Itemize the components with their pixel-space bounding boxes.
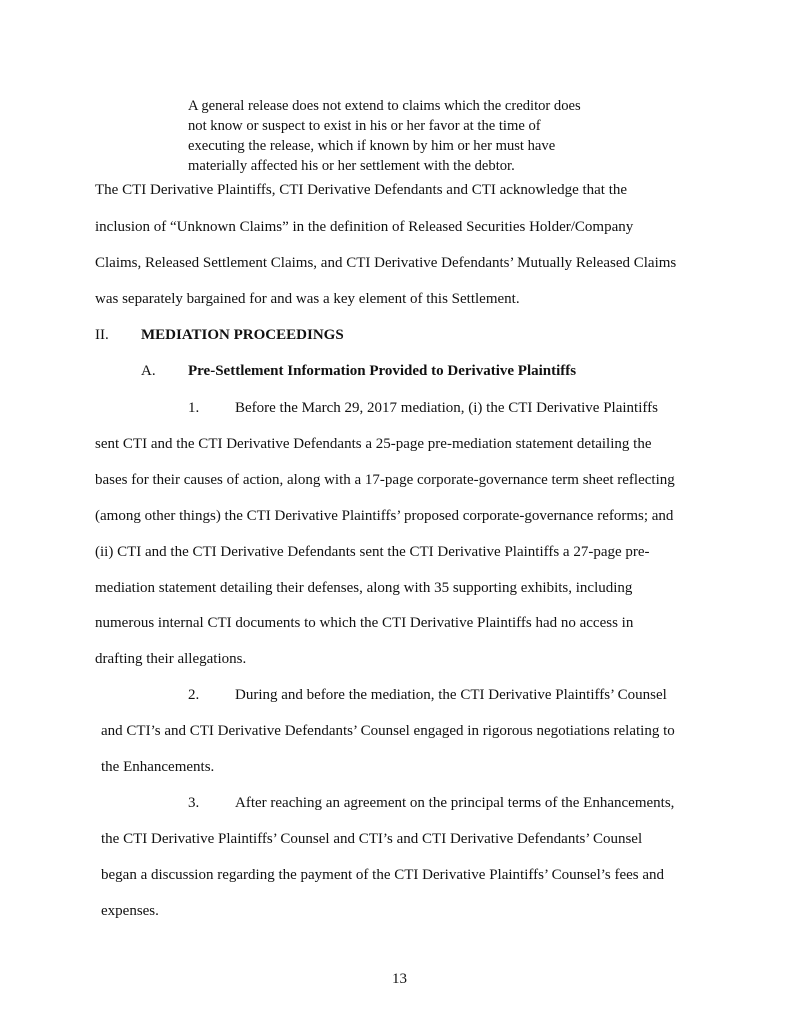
paragraph-line: expenses. [101,903,159,919]
section-number: II. [95,327,109,343]
block-quote-line: materially affected his or her settlement with the debtor. [188,158,515,174]
paragraph-line: After reaching an agreement on the principal terms of the Enhancements, [235,795,675,811]
paragraph-line: (among other things) the CTI Derivative Plaintiffs’ proposed corporate-governance reforms; and [95,508,674,524]
block-quote-line: not know or suspect to exist in his or her favor at the time of [188,118,541,134]
paragraph-line: inclusion of “Unknown Claims” in the definition of Released Securities Holder/Company [95,219,634,235]
paragraph-line: sent CTI and the CTI Derivative Defendants a 25-page pre-mediation statement detailing the [95,436,652,452]
paragraph-line: drafting their allegations. [95,651,247,667]
paragraph-line: numerous internal CTI documents to which the CTI Derivative Plaintiffs had no access in [95,615,634,631]
subsection-title: Pre-Settlement Information Provided to Derivative Plaintiffs [188,363,577,379]
paragraph-number: 2. [188,687,200,703]
paragraph-line: the CTI Derivative Plaintiffs’ Counsel and CTI’s and CTI Derivative Defendants’ Counsel [101,831,643,847]
block-quote-line: A general release does not extend to claims which the creditor does [188,98,581,114]
subsection-letter: A. [141,363,156,379]
paragraph-line: (ii) CTI and the CTI Derivative Defendants sent the CTI Derivative Plaintiffs a 27-page pre- [95,544,650,560]
paragraph-number: 3. [188,795,200,811]
paragraph-line: the Enhancements. [101,759,215,775]
paragraph-line: was separately bargained for and was a key element of this Settlement. [95,291,520,307]
paragraph-line: began a discussion regarding the payment of the CTI Derivative Plaintiffs’ Counsel’s fees and [101,867,665,883]
paragraph-line: and CTI’s and CTI Derivative Defendants’ Counsel engaged in rigorous negotiations relating to [101,723,675,739]
paragraph-line: mediation statement detailing their defenses, along with 35 supporting exhibits, including [95,580,633,596]
paragraph-line: During and before the mediation, the CTI Derivative Plaintiffs’ Counsel [235,687,667,703]
paragraph-line: The CTI Derivative Plaintiffs, CTI Derivative Defendants and CTI acknowledge that the [95,182,628,198]
section-title: MEDIATION PROCEEDINGS [141,327,344,343]
paragraph-line: Before the March 29, 2017 mediation, (i) the CTI Derivative Plaintiffs [235,400,658,416]
block-quote-line: executing the release, which if known by him or her must have [188,138,556,154]
paragraph-line: bases for their causes of action, along with a 17-page corporate-governance term sheet reflecting [95,472,675,488]
block-quote [188,96,628,176]
paragraph-line: Claims, Released Settlement Claims, and CTI Derivative Defendants’ Mutually Released Claims [95,255,677,271]
page-number: 13 [392,971,407,987]
paragraph-number: 1. [188,400,200,416]
